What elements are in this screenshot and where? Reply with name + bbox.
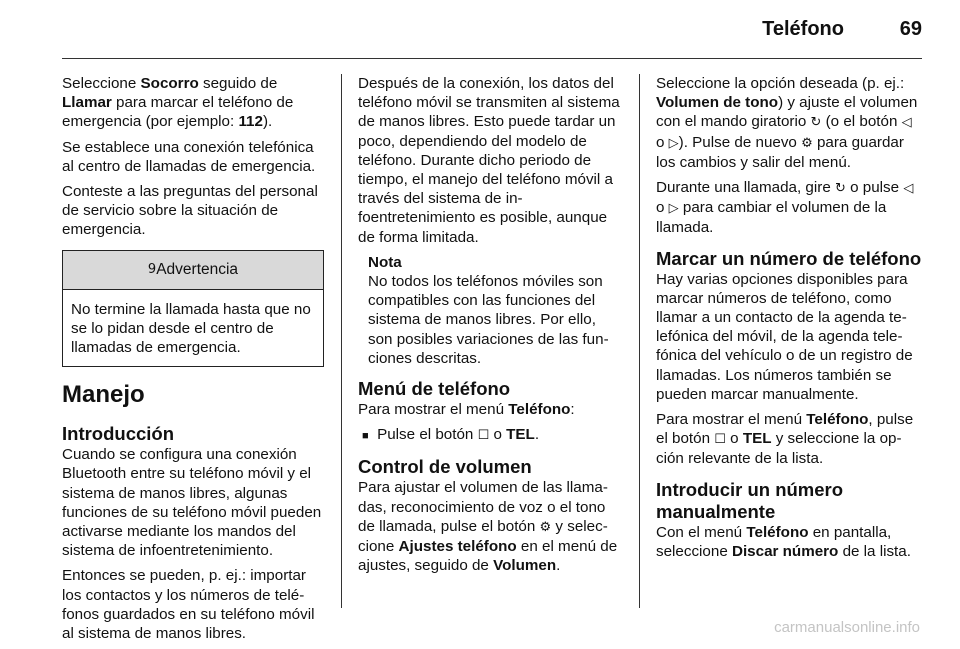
paragraph: Seleccione Socorro seguido de Llamar para marcar el teléfono de emergencia (por ejemplo: 112). [62,75,294,131]
subsection-heading: Control de volumen [358,456,532,478]
warning-text: No termine la llamada hasta que no se lo pidan desde el centro de llamadas de emergencia. [71,300,311,357]
subsection-heading: Introducir un número manualmente [656,478,844,522]
paragraph: Después de la conexión, los datos del teléfono móvil se transmiten al sistema de manos libres. Esto puede tardar un poco, dependiendo del modelo de teléfono. Durante dicho periodo de tiempo, el manejo del teléfono móvil a través del sistema de infoentretenimiento es posible, aunque de forma limitada. [358,75,620,246]
phone-button-icon: ☐ [477,428,490,444]
column-2 [358,74,622,581]
paragraph: Entonces se pueden, p. ej.: importar los contactos y los números de teléfonos guardados en su teléfono móvil al sistema de manos libres. [62,567,315,643]
paragraph: Se establece una conexión telefónica al centro de llamadas de emergencia. [62,138,316,175]
paragraph: Seleccione la opción deseada (p. ej.: Volumen de tono) y ajuste el volumen con el mando giratorio ↻ (o el botón ◁ o ▷). Pulse de nuevo ⚙ para guardar los cambios y salir del menú. [656,75,918,171]
watermark: carmanualsonline.info [774,619,920,636]
rotary-knob-icon: ↻ [834,181,846,197]
paragraph: Durante una llamada, gire ↻ o pulse ◁ o ▷ para cambiar el volumen de la llamada. [656,179,914,237]
running-title: Teléfono [762,18,844,40]
column-divider [639,74,640,608]
config-button-icon: ⚙ [801,135,813,151]
column-1 [62,74,324,649]
paragraph: Para mostrar el menú Teléfono, pulse el botón ☐ o TEL y seleccione la opción relevante de la lista. [656,411,914,468]
config-button-icon: ⚙ [539,519,552,535]
paragraph: Conteste a las preguntas del personal de servicio sobre la situación de emergencia. [62,183,318,239]
paragraph: Cuando se configura una conexión Bluetooth entre su teléfono móvil y el sistema de manos libres, algunas funciones de su teléfono móvil pueden activarse mediante los mandos del sistema de infoentretenimiento. [62,446,322,560]
volume-down-icon: ◁ [903,181,914,197]
warning-box [62,250,324,368]
subsection-heading: Menú de teléfono [358,378,511,400]
volume-up-icon: ▷ [668,135,679,151]
section-heading: Manejo [62,381,145,409]
note [358,253,622,368]
paragraph: Para mostrar el menú Teléfono: [358,401,575,419]
warning-icon: 9 [147,262,157,278]
bullet-item: ■ Pulse el botón ☐ o TEL. [362,426,540,444]
paragraph: Hay varias opciones disponibles para marcar números de teléfono, como llamar a un contacto de la agenda telefónica del móvil, de la agenda telefónica del vehículo o de un registro de llamadas. Los números también se pueden marcar manualmente. [656,270,913,403]
warning-header [63,251,323,290]
rotary-knob-icon: ↻ [810,115,822,131]
paragraph: Para ajustar el volumen de las llamadas, reconocimiento de voz o el tono de llamada, pulse el botón ⚙ y seleccione Ajustes teléfono en el menú de ajustes, seguido de Volumen. [358,479,618,575]
page-header [0,0,960,52]
page-number: 69 [899,18,922,40]
column-3 [656,74,922,567]
note-text: No todos los teléfonos móviles son compatibles con las funciones del sistema de manos libres. Por ello, son posibles variaciones de las funciones descritas. [368,273,609,367]
volume-up-icon: ▷ [668,201,679,217]
volume-down-icon: ◁ [901,115,912,131]
column-divider [341,74,342,608]
header-rule [62,58,922,59]
phone-button-icon: ☐ [714,432,726,448]
bullet-icon: ■ [362,430,369,443]
paragraph: Con el menú Teléfono en pantalla, seleccione Discar número de la lista. [656,523,911,560]
subsection-heading: Marcar un número de teléfono [656,247,922,269]
subsection-heading: Introducción [62,423,175,445]
warning-title: Advertencia [156,261,239,279]
note-label: Nota [368,253,402,271]
